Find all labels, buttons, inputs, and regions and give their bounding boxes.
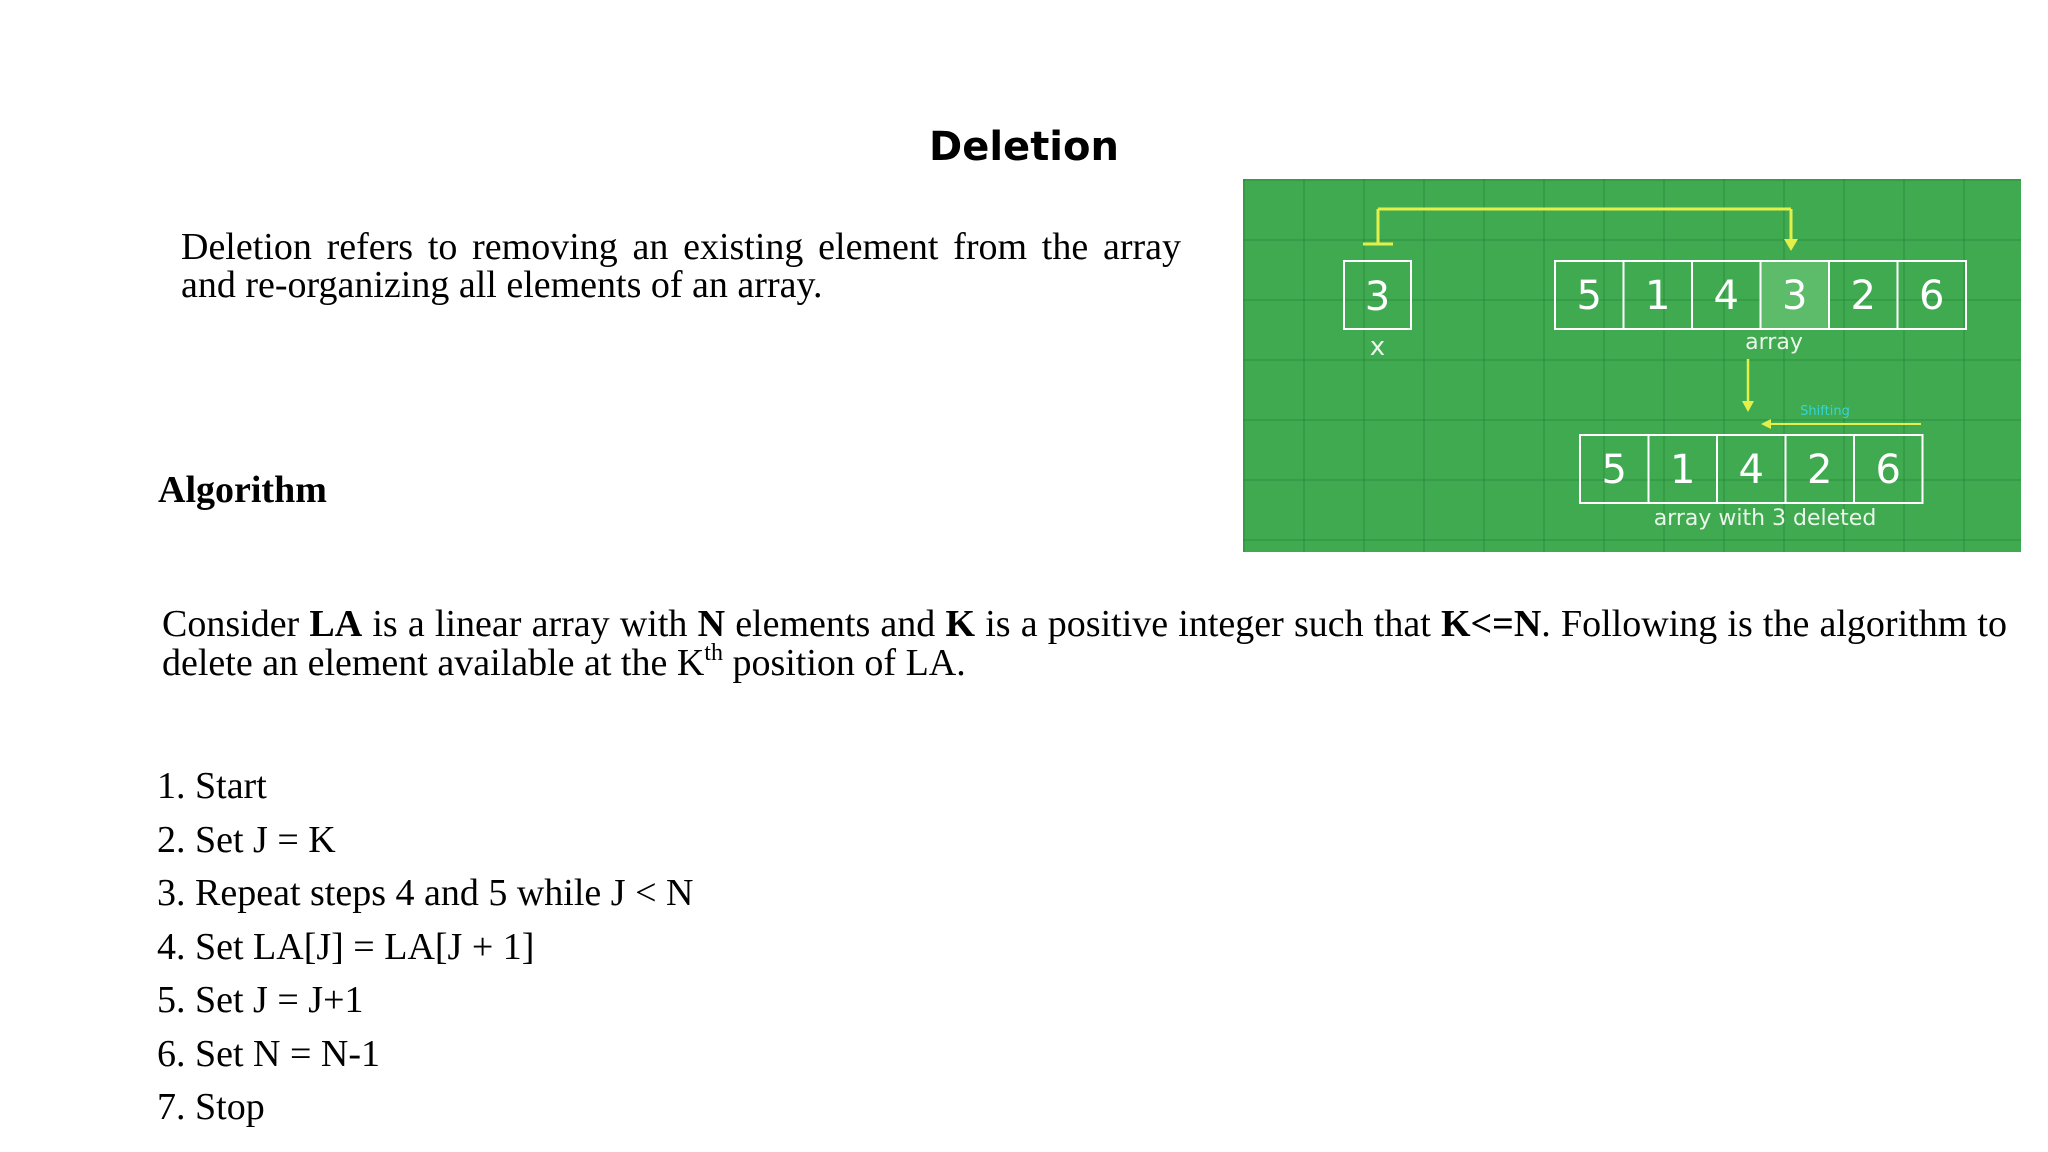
down-arrow-head [1742,401,1754,412]
algorithm-heading: Algorithm [158,469,327,511]
x-label: x [1369,332,1386,362]
deletion-diagram-svg [1243,179,2021,552]
result-array-cell-value: 6 [1875,447,1901,493]
algorithm-steps [157,760,693,1135]
step-item: 3. Repeat steps 4 and 5 while J < N [157,872,694,914]
slide-title: Deletion [929,124,1119,170]
array-cell-value: 3 [1782,273,1808,319]
step-item: 4. Set LA[J] = LA[J + 1] [157,925,535,968]
algorithm-description: Consider LA is a linear array with N elements and K is a positive integer such that K<=N. Following is the algorithm to delete an element available at the $K^{th}$ position of LA. [162,603,2007,684]
result-array [1580,435,1923,503]
move-arrow [1363,209,1791,244]
result-label: array with 3 deleted [1653,506,1877,531]
step-item: 5. Set J = J+1 [157,979,364,1021]
array-cell-value: 6 [1919,273,1945,319]
array-cell-value: 5 [1576,273,1602,319]
array-cell-value: 4 [1713,273,1739,319]
array-label: array [1745,330,1803,355]
step-item: 1. Start [157,765,267,807]
step-item: 7. Stop [157,1086,265,1128]
original-array [1555,261,1966,329]
array-cell-value: 1 [1645,273,1671,319]
result-array-cell-value: 5 [1601,447,1627,493]
result-array-cell-value: 4 [1738,447,1764,493]
result-array-cell-value: 2 [1807,447,1833,493]
shifting-arrow-head [1761,419,1771,429]
x-value: 3 [1364,274,1391,320]
step-item: 6. Set N = N-1 [157,1032,381,1075]
result-array-cell-value: 1 [1670,447,1696,493]
step-item: 2. Set J = K [157,818,336,861]
array-cell-value: 2 [1850,273,1876,319]
shifting-label: Shifting [1800,404,1850,419]
intro-paragraph: Deletion refers to removing an existing element from the array and re-organizing all elements of an array. [181,226,1181,306]
deletion-diagram [1243,179,2021,552]
move-arrow-head [1784,239,1798,251]
